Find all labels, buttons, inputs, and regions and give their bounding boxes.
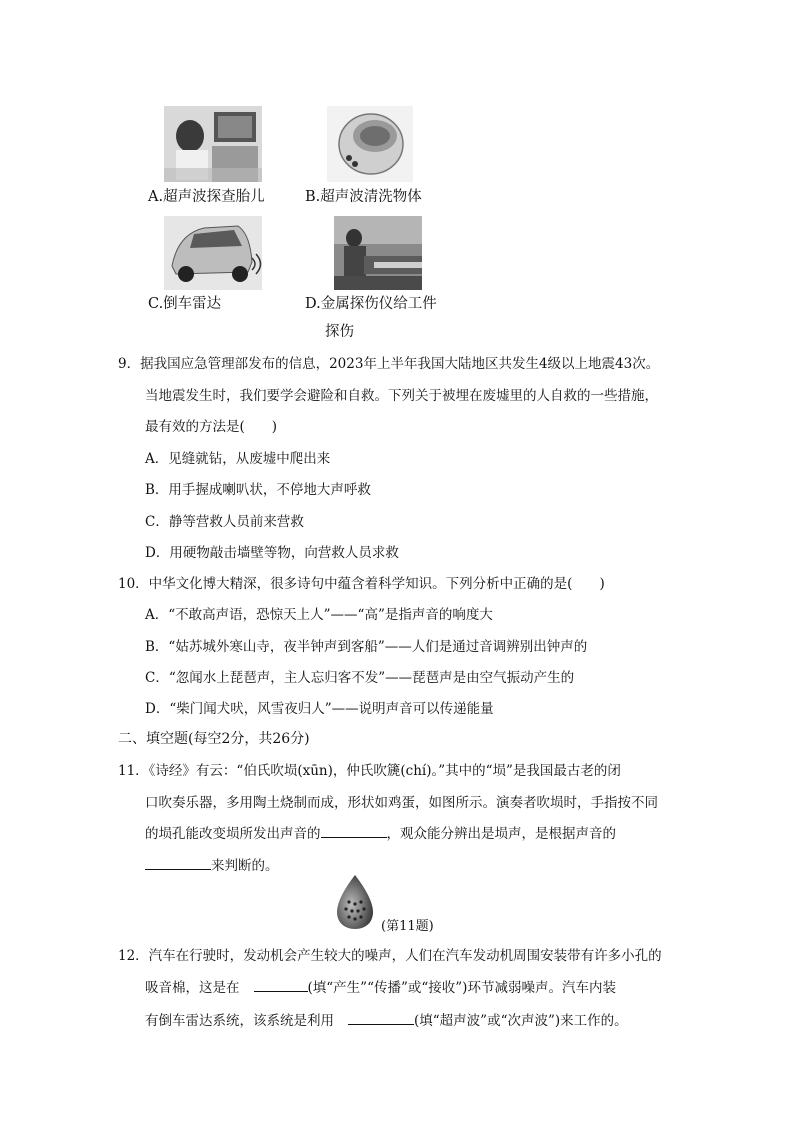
answer-blank-1[interactable] bbox=[321, 823, 387, 838]
answer-blank-3[interactable] bbox=[254, 977, 308, 992]
q12-stem-line2 bbox=[145, 976, 616, 996]
q10-option-a: A．“不敢高声语，恐惊天上人”——“高”是指声音的响度大 bbox=[145, 607, 493, 623]
q12-line2-text-b: (填“产生”“传播”或“接收”)环节减弱噪声。汽车内装 bbox=[307, 980, 616, 996]
q10-option-c: C．“忽闻水上琵琶声，主人忘归客不发”——琵琶声是由空气振动产生的 bbox=[145, 670, 575, 686]
answer-blank-2[interactable] bbox=[145, 855, 211, 870]
q11-line3-text-a: 的埙孔能改变埙所发出声音的 bbox=[145, 826, 321, 842]
q11-figure-caption: (第11题) bbox=[381, 919, 434, 934]
figure-d-caption-cont: 探伤 bbox=[325, 324, 354, 340]
q9-option-b: B．用手握成喇叭状，不停地大声呼救 bbox=[145, 482, 371, 498]
xun-figure bbox=[334, 874, 376, 930]
answer-blank-4[interactable] bbox=[348, 1010, 414, 1025]
q9-stem-line1: 9．据我国应急管理部发布的信息，2023年上半年我国大陆地区共发生4级以上地震43次。 bbox=[118, 356, 660, 372]
q10-stem: 10．中华文化博大精深，很多诗句中蕴含着科学知识。下列分析中正确的是( ) bbox=[118, 576, 605, 592]
q11-stem-line2: 口吹奏乐器，多用陶土烧制而成，形状如鸡蛋，如图所示。演奏者吹埙时，手指按不同 bbox=[145, 795, 658, 811]
figure-b-ultrasonic-cleaner bbox=[327, 106, 413, 182]
q9-option-c: C．静等营救人员前来营救 bbox=[145, 514, 304, 530]
figure-a-ultrasound-fetus bbox=[164, 106, 262, 182]
q11-line4-text: 来判断的。 bbox=[211, 858, 279, 874]
figure-c-caption: C.倒车雷达 bbox=[148, 296, 222, 312]
q11-line3-text-b: ，观众能分辨出是埙声，是根据声音的 bbox=[386, 826, 616, 842]
q12-stem-line1: 12．汽车在行驶时，发动机会产生较大的噪声，人们在汽车发动机周围安装带有许多小孔的 bbox=[118, 948, 662, 964]
q9-stem-line3: 最有效的方法是( ) bbox=[145, 419, 278, 435]
q12-line2-text-a: 吸音棉，这是在 bbox=[145, 980, 240, 996]
section-2-title: 二、填空题(每空2分，共26分) bbox=[118, 731, 310, 747]
q12-stem-line3 bbox=[145, 1009, 628, 1029]
figure-c-reversing-radar bbox=[164, 216, 262, 290]
q10-option-d: D．“柴门闻犬吠，风雪夜归人”——说明声音可以传递能量 bbox=[145, 701, 494, 717]
q12-line3-text-b: (填“超声波”或“次声波”)来工作的。 bbox=[414, 1013, 628, 1029]
q10-option-b: B．“姑苏城外寒山寺，夜半钟声到客船”——人们是通过音调辨别出钟声的 bbox=[145, 639, 588, 655]
figure-a-caption: A.超声波探查胎儿 bbox=[148, 189, 265, 205]
figure-d-caption: D.金属探伤仪给工件 bbox=[305, 296, 437, 312]
figure-b-caption: B.超声波清洗物体 bbox=[305, 189, 422, 205]
q12-line3-text-a: 有倒车雷达系统，该系统是利用 bbox=[145, 1013, 334, 1029]
q9-option-a: A．见缝就钻，从废墟中爬出来 bbox=[145, 451, 331, 467]
q9-option-d: D．用硬物敲击墙壁等物，向营救人员求救 bbox=[145, 545, 399, 561]
q9-stem-line2: 当地震发生时，我们要学会避险和自救。下列关于被埋在废墟里的人自救的一些措施， bbox=[145, 388, 658, 404]
q11-stem-line1: 11．《诗经》有云：“伯氏吹埙(xūn)，仲氏吹篪(chí)。”其中的“埙”是我国最古老的闭 bbox=[118, 763, 621, 779]
q11-stem-line4 bbox=[145, 854, 279, 874]
figure-d-metal-flaw-detector bbox=[334, 216, 422, 290]
q11-stem-line3 bbox=[145, 822, 616, 842]
